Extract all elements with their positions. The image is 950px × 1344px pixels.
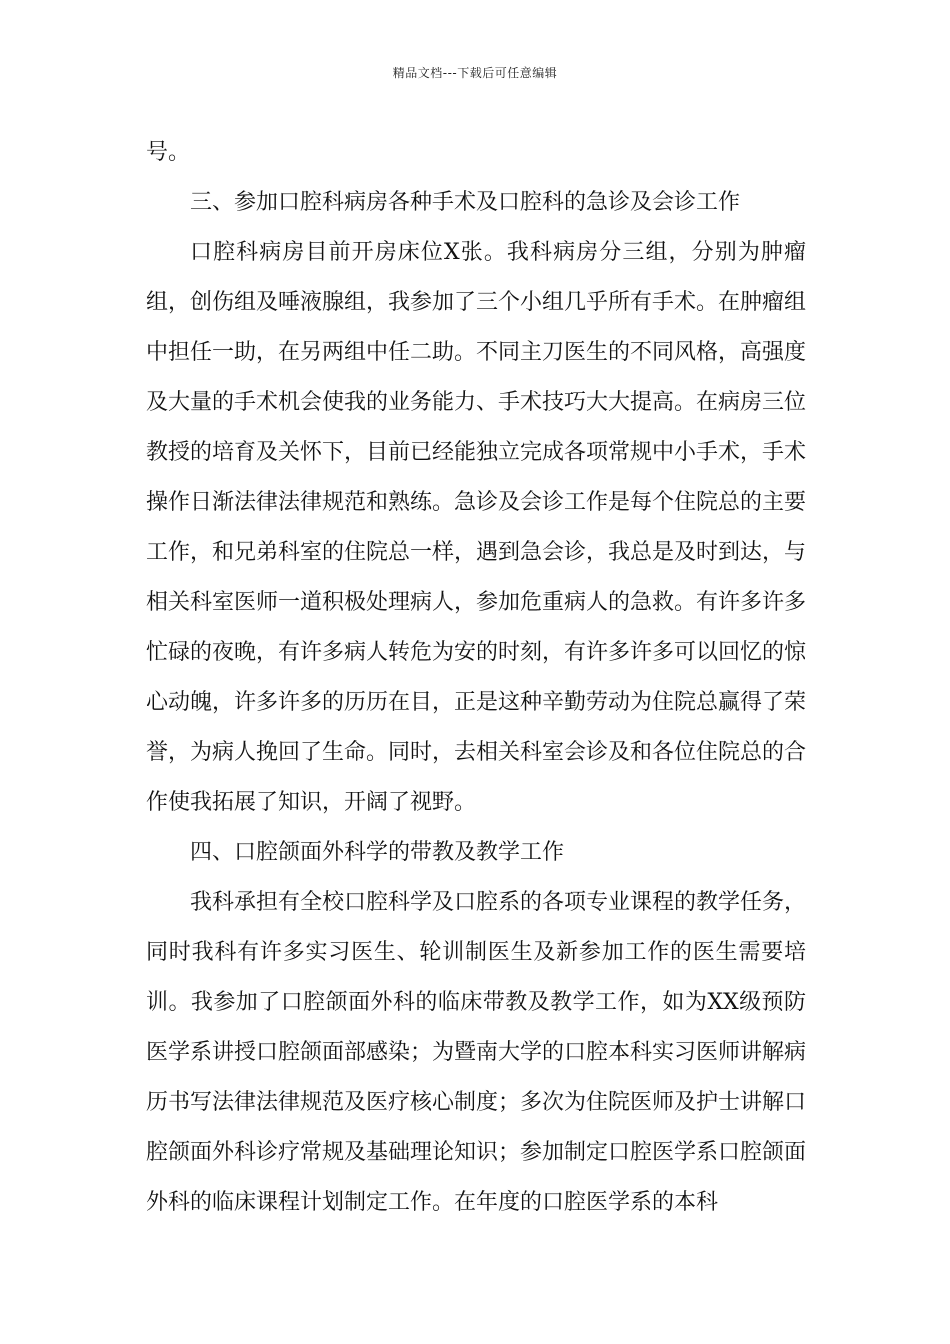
paragraph-continuation: 号。	[146, 140, 191, 165]
paragraph-ward-work: 口腔科病房目前开房床位X张。我科病房分三组，分别为肿瘤组，创伤组及唾液腺组，我参加了三个小组几乎所有手术。在肿瘤组中担任一助，在另两组中任二助。不同主刀医生的不同风格，高强度及大量的手术机会使我的业务能力、手术技巧大大提高。在病房三位教授的培育及关怀下，目前已经能独立完成各项常规中小手术，手术操作日渐法律法律规范和熟练。急诊及会诊工作是每个住院总的主要工作，和兄弟科室的住院总一样，遇到急会诊，我总是及时到达，与相关科室医师一道积极处理病人，参加危重病人的急救。有许多许多忙碌的夜晚，有许多病人转危为安的时刻，有许多许多可以回忆的惊心动魄，许多许多的历历在目，正是这种辛勤劳动为住院总赢得了荣誉，为病人挽回了生命。同时，去相关科室会诊及和各位住院总的合作使我拓展了知识，开阔了视野。	[146, 240, 807, 815]
section-heading-4: 四、口腔颌面外科学的带教及教学工作	[190, 840, 565, 865]
page-header: 精品文档---下载后可任意编辑	[392, 66, 558, 80]
paragraph-teaching-work: 我科承担有全校口腔科学及口腔系的各项专业课程的教学任务，同时我科有许多实习医生、轮训制医生及新参加工作的医生需要培训。我参加了口腔颌面外科的临床带教及教学工作，如为XX级预防医学系讲授口腔颌面部感染；为暨南大学的口腔本科实习医师讲解病历书写法律法律规范及医疗核心制度；多次为住院医师及护士讲解口腔颌面外科诊疗常规及基础理论知识；参加制定口腔医学系口腔颌面外科的临床课程计划制定工作。在年度的口腔医学系的本科	[146, 890, 807, 1215]
document-body	[146, 128, 806, 1228]
section-heading-3: 三、参加口腔科病房各种手术及口腔科的急诊及会诊工作	[190, 190, 741, 215]
